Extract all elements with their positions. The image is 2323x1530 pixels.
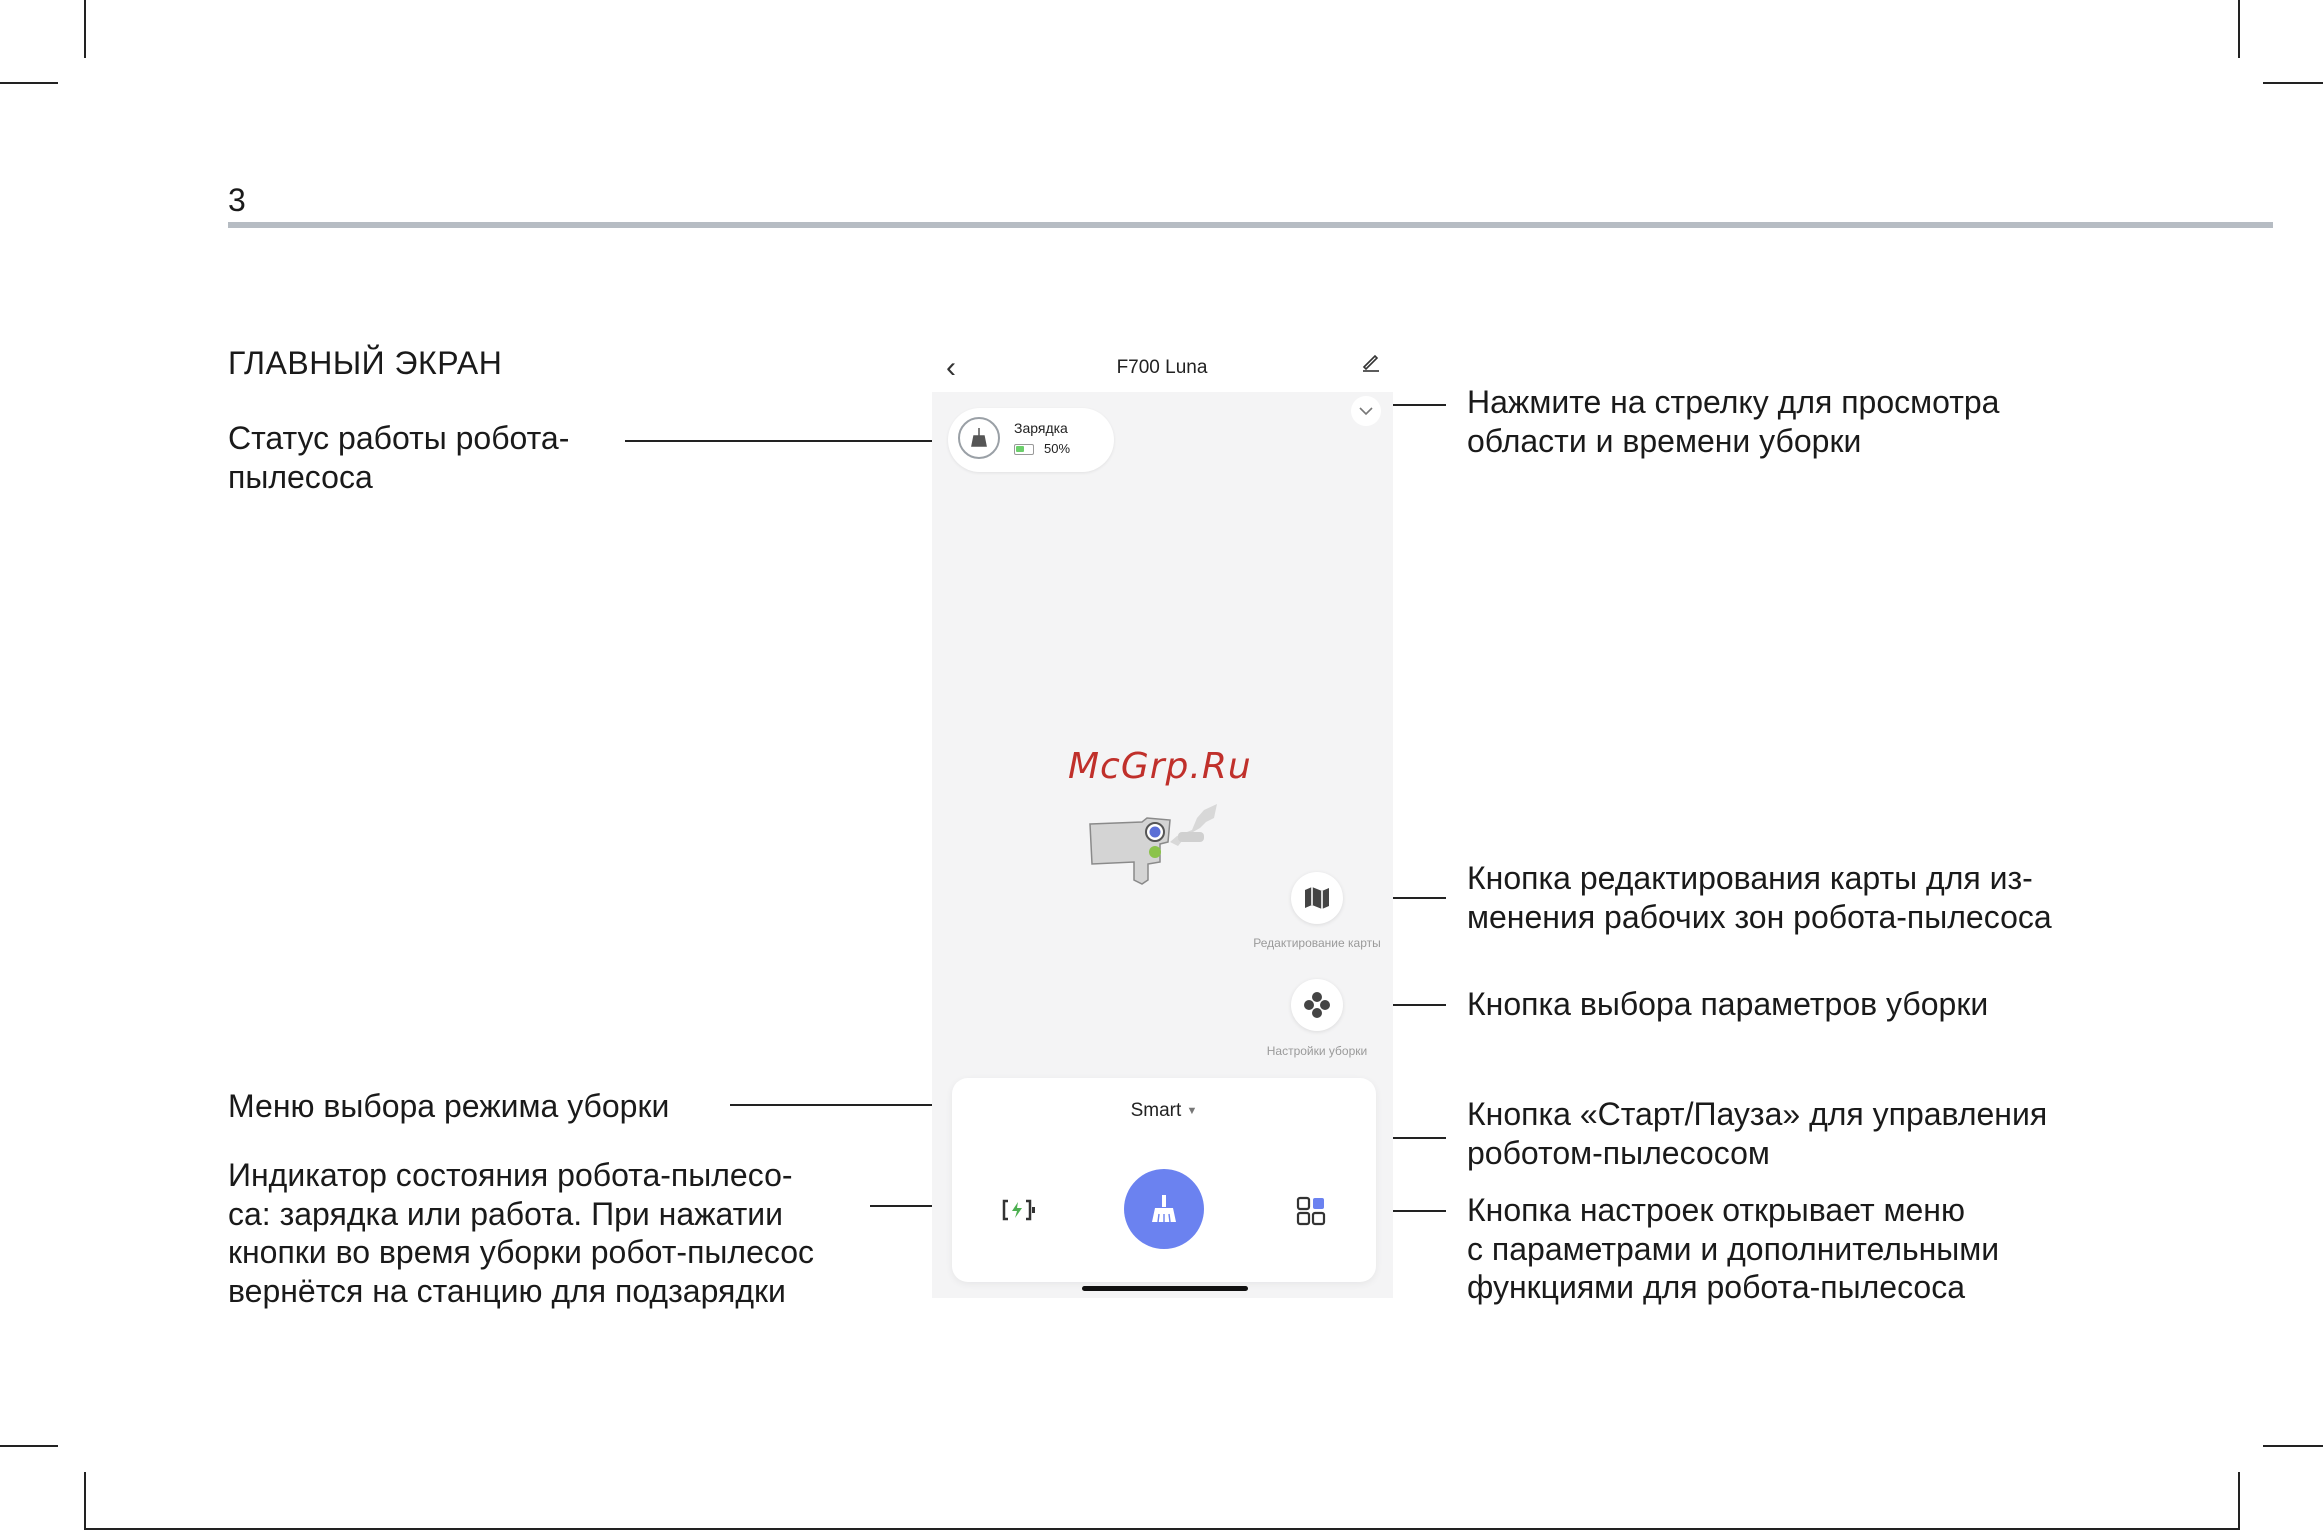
control-panel bbox=[952, 1078, 1376, 1282]
clean-settings-button[interactable] bbox=[1291, 979, 1343, 1031]
crop-mark bbox=[0, 82, 58, 84]
robot-status-icon bbox=[958, 417, 1000, 459]
note-status: Статус работы робота- пылесоса bbox=[228, 420, 570, 495]
chevron-left-icon[interactable]: ‹ bbox=[946, 351, 956, 384]
crop-mark bbox=[2263, 1445, 2323, 1447]
mode-selector[interactable] bbox=[952, 1100, 1376, 1122]
header-rule bbox=[228, 222, 2273, 228]
note-indicator: Индикатор состояния робота-пылесо- са: зарядка или работа. При нажатии кнопки во время уборки робот-пылесос вернётся на станцию для подзарядки bbox=[228, 1157, 815, 1309]
mode-label: Smart bbox=[1130, 1100, 1182, 1121]
crop-mark bbox=[2238, 0, 2240, 58]
battery-percent: 50% bbox=[1044, 441, 1071, 456]
section-title: ГЛАВНЫЙ ЭКРАН bbox=[228, 345, 503, 381]
crop-mark bbox=[2263, 82, 2323, 84]
home-indicator bbox=[1082, 1286, 1248, 1291]
watermark: McGrp.Ru bbox=[1068, 746, 1252, 787]
leader-line bbox=[625, 440, 955, 442]
crop-mark bbox=[84, 0, 86, 58]
status-label: Зарядка bbox=[1014, 420, 1068, 436]
map-edit-caption: Редактирование карты bbox=[1253, 936, 1381, 950]
device-title: F700 Luna bbox=[1116, 357, 1208, 378]
note-arrow: Нажмите на стрелку для просмотра области и времени уборки bbox=[1467, 384, 2000, 459]
note-map-edit: Кнопка редактирования карты для из- менения рабочих зон робота-пылесоса bbox=[1467, 860, 2052, 935]
battery-fill bbox=[1016, 446, 1024, 452]
note-settings: Кнопка настроек открывает меню с параметрами и дополнительными функциями для робота-пылесоса bbox=[1467, 1192, 2000, 1305]
settings-button[interactable] bbox=[1296, 1196, 1326, 1231]
crop-mark bbox=[0, 1445, 58, 1447]
battery-icon bbox=[1014, 444, 1034, 455]
clean-settings-caption: Настройки уборки bbox=[1266, 1044, 1368, 1058]
map-edit-button[interactable] bbox=[1291, 872, 1343, 924]
dock-button[interactable] bbox=[1002, 1198, 1036, 1227]
start-pause-button[interactable] bbox=[1124, 1169, 1204, 1249]
status-pill[interactable] bbox=[948, 408, 1114, 472]
chevron-down-icon[interactable] bbox=[1351, 396, 1381, 426]
crop-mark bbox=[2238, 1472, 2240, 1530]
page-number: 3 bbox=[228, 182, 246, 218]
crop-mark bbox=[84, 1472, 86, 1530]
caret-down-icon: ▼ bbox=[1186, 1104, 1198, 1117]
grid-icon bbox=[1296, 1196, 1326, 1226]
app-header bbox=[930, 345, 1394, 393]
broom-icon bbox=[1148, 1192, 1180, 1226]
map-icon bbox=[1302, 885, 1332, 911]
note-mode-menu: Меню выбора режима уборки bbox=[228, 1088, 670, 1124]
floor-map bbox=[1082, 792, 1232, 912]
note-clean-params: Кнопка выбора параметров уборки bbox=[1467, 986, 1989, 1022]
pencil-icon[interactable] bbox=[1360, 351, 1382, 378]
note-start-pause: Кнопка «Старт/Пауза» для управления роботом-пылесосом bbox=[1467, 1096, 2048, 1171]
four-petal-icon bbox=[1303, 991, 1331, 1019]
battery-charging-icon bbox=[1002, 1198, 1036, 1222]
